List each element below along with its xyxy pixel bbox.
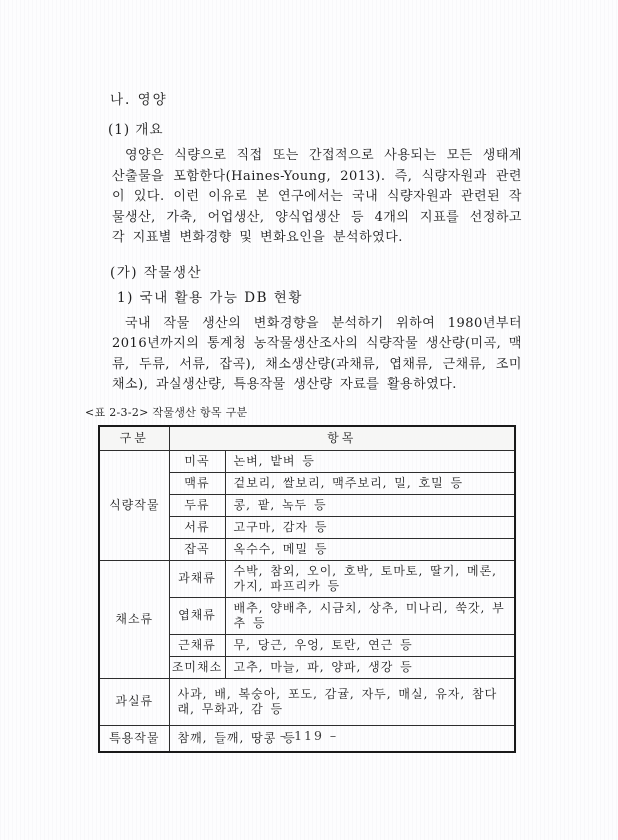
subgroup-cell: 미곡	[169, 450, 225, 472]
group-cell-food-crops: 식량작물	[99, 450, 169, 560]
subgroup-cell: 근채류	[169, 634, 225, 656]
subgroup-cell: 조미채소	[169, 656, 225, 678]
group-cell-special-crops: 특용작물	[99, 725, 169, 752]
items-cell: 수박, 참외, 오이, 호박, 토마토, 딸기, 메론, 가지, 파프리카 등	[225, 560, 515, 597]
table-row	[99, 560, 515, 597]
subgroup-cell: 과채류	[169, 560, 225, 597]
table-row	[99, 450, 515, 472]
items-cell: 논벼, 밭벼 등	[225, 450, 515, 472]
items-cell: 옥수수, 메밀 등	[225, 538, 515, 560]
items-cell: 참깨, 들깨, 땅콩 등	[169, 725, 515, 752]
items-cell: 고구마, 감자 등	[225, 516, 515, 538]
subsection-heading-db-status: 1) 국내 활용 가능 DB 현황	[117, 289, 303, 306]
items-cell: 배추, 양배추, 시금치, 상추, 미나리, 쑥갓, 부추 등	[225, 597, 515, 634]
header-cell-items: 항목	[169, 426, 515, 451]
items-cell: 사과, 배, 복숭아, 포도, 감귤, 자두, 매실, 유자, 참다래, 무화과, 감 등	[169, 678, 515, 725]
subsection-heading-overview: (1) 개요	[108, 122, 164, 138]
subgroup-cell: 맥류	[169, 472, 225, 494]
table-header-row	[99, 426, 515, 451]
items-cell: 콩, 팥, 녹두 등	[225, 494, 515, 516]
header-cell-group: 구분	[99, 426, 169, 451]
subsection-heading-crop-production: (가) 작물생산	[110, 264, 203, 281]
table-caption: <표 2-3-2> 작물생산 항목 구분	[85, 405, 248, 419]
paragraph-db-status: 국내 작물 생산의 변화경향을 분석하기 위하여 1980년부터 2016년까지의 통계청 농작물생산조사의 식량작물 생산량(미곡, 맥류, 두류, 서류, 잡곡), 채소생산량(과채류, 엽채류, 근채류, 조미채소), 과실생산량, 특용작물 생산량 자료를 활용하였다.	[112, 315, 522, 392]
subgroup-cell: 서류	[169, 516, 225, 538]
paragraph-overview: 영양은 식량으로 직접 또는 간접적으로 사용되는 모든 생태계 산출물을 포함한다(Haines-Young, 2013). 즉, 식량자원과 관련이 있다. 이런 이유로 본 연구에서는 국내 식량자원과 관련된 작물생산, 가축, 어업생산, 양식업생산 등 4개의 지표를 선정하고 각 지표별 변화경향 및 변화요인을 분석하였다.	[112, 148, 522, 245]
items-cell: 겉보리, 쌀보리, 맥주보리, 밀, 호밀 등	[225, 472, 515, 494]
crop-items-table	[98, 425, 516, 753]
table-row	[99, 678, 515, 725]
subgroup-cell: 잡곡	[169, 538, 225, 560]
group-cell-vegetables: 채소류	[99, 560, 169, 678]
items-cell: 고추, 마늘, 파, 양파, 생강 등	[225, 656, 515, 678]
group-cell-fruits: 과실류	[99, 678, 169, 725]
subgroup-cell: 두류	[169, 494, 225, 516]
page-number: – 119 –	[279, 728, 339, 743]
subgroup-cell: 엽채류	[169, 597, 225, 634]
section-heading-nutrition: 나. 영양	[110, 92, 168, 108]
items-cell: 무, 당근, 우엉, 토란, 연근 등	[225, 634, 515, 656]
